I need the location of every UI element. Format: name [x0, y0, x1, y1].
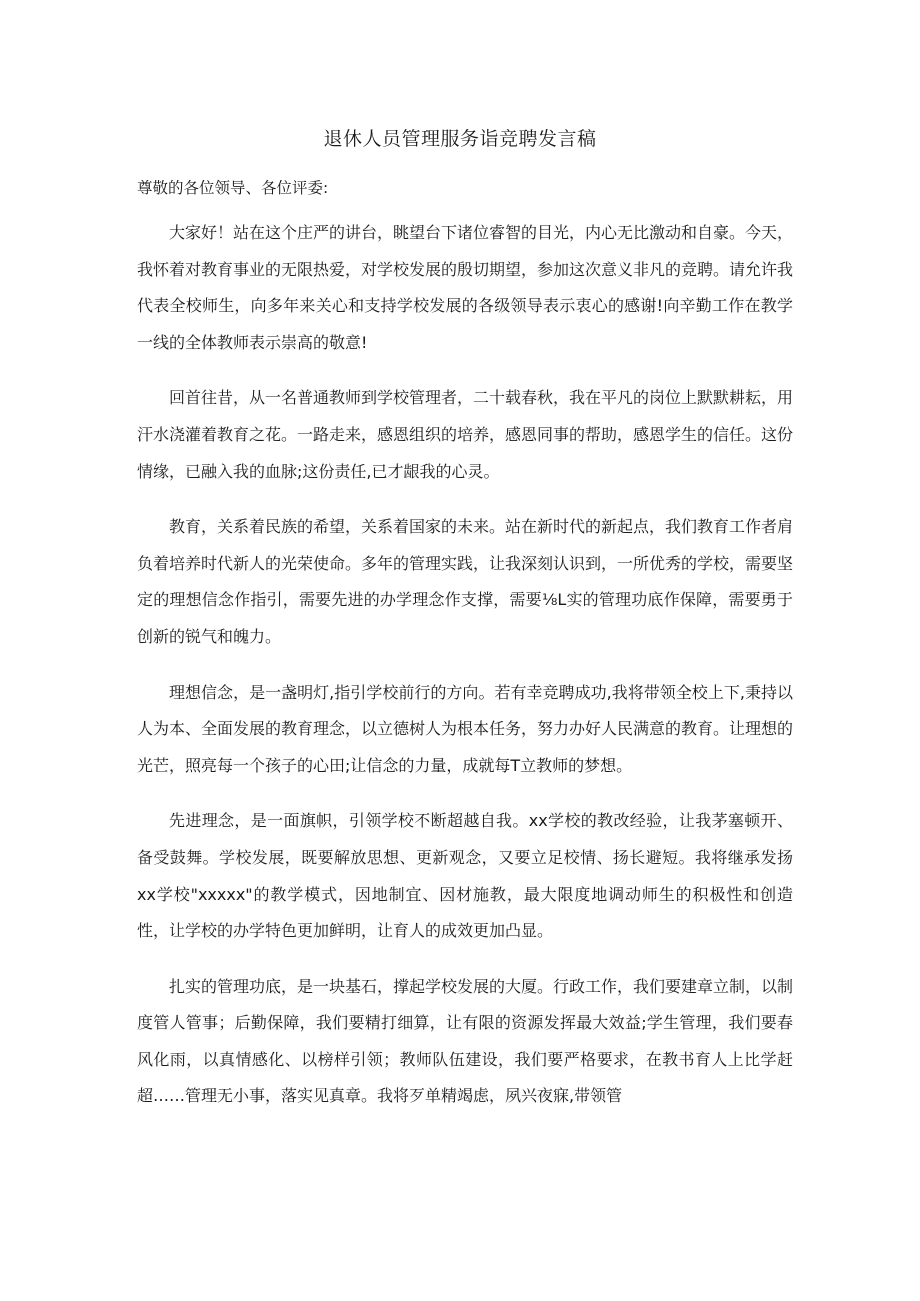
paragraph-ideals: 理想信念，是一盏明灯,指引学校前行的方向。若有幸竞聘成功,我将带领全校上下,秉持以人为本、全面发展的教育理念，以立德树人为根本任务，努力办好人民满意的教育。让理想的光芒，照亮每一个孩子的心田;让信念的力量，成就每T立教师的梦想。 [137, 682, 794, 775]
document-title: 退休人员管理服务诣竞聘发言稿 [323, 128, 597, 150]
paragraph-greeting: 大家好！站在这个庄严的讲台，眺望台下诸位睿智的目光，内心无比激动和自豪。今天，我怀着对教育事业的无限热爱，对学校发展的殷切期望，参加这次意义非凡的竞聘。请允许我代表全校师生，向多年来关心和支持学校发展的各级领导表示衷心的感谢!向辛勤工作在教学一线的全体教师表示崇高的敬意! [137, 223, 794, 352]
salutation: 尊敬的各位领导、各位评委: [137, 179, 329, 197]
paragraph-concepts: 先进理念，是一面旗帜，引领学校不断超越自我。xx学校的教改经验，让我茅塞顿开、备受鼓舞。学校发展，既要解放思想、更新观念，又要立足校情、扬长避短。我将继承发扬xx学校"xxxxx"的教学模式，因地制宜、因材施教，最大限度地调动师生的积极性和创造性，让学校的办学特色更加鲜明，让育人的成效更加凸显。 [137, 811, 793, 941]
paragraph-retrospect: 回首往昔，从一名普通教师到学校管理者，二十载春秋，我在平凡的岗位上默默耕耘，用汗水浇灌着教育之花。一路走来，感恩组织的培养，感恩同事的帮助，感恩学生的信任。这份情缘，已融入我的血脉;这份责任,已才龈我的心灵。 [137, 388, 794, 481]
document-body [137, 215, 793, 1134]
paragraph-education: 教育，关系着民族的希望，关系着国家的未来。站在新时代的新起点，我们教育工作者肩负着培养时代新人的光荣使命。多年的管理实践，让我深刻认识到，一所优秀的学校，需要坚定的理想信念作指引，需要先进的办学理念作支撑，需要⅛L实的管理功底作保障，需要勇于创新的锐气和魄力。 [137, 517, 794, 646]
paragraph-management: 扎实的管理功底，是一块基石，撑起学校发展的大厦。行政工作，我们要建章立制，以制度管人管事；后勤保障，我们要精打细算，让有限的资源发挥最大效益;学生管理，我们要春风化雨，以真情感化、以榜样引领；教师队伍建设，我们要严格要求，在教书育人上比学赶超……管理无小事，落实见真章。我将歹单精竭虑，夙兴夜寐,带领管 [137, 976, 794, 1106]
